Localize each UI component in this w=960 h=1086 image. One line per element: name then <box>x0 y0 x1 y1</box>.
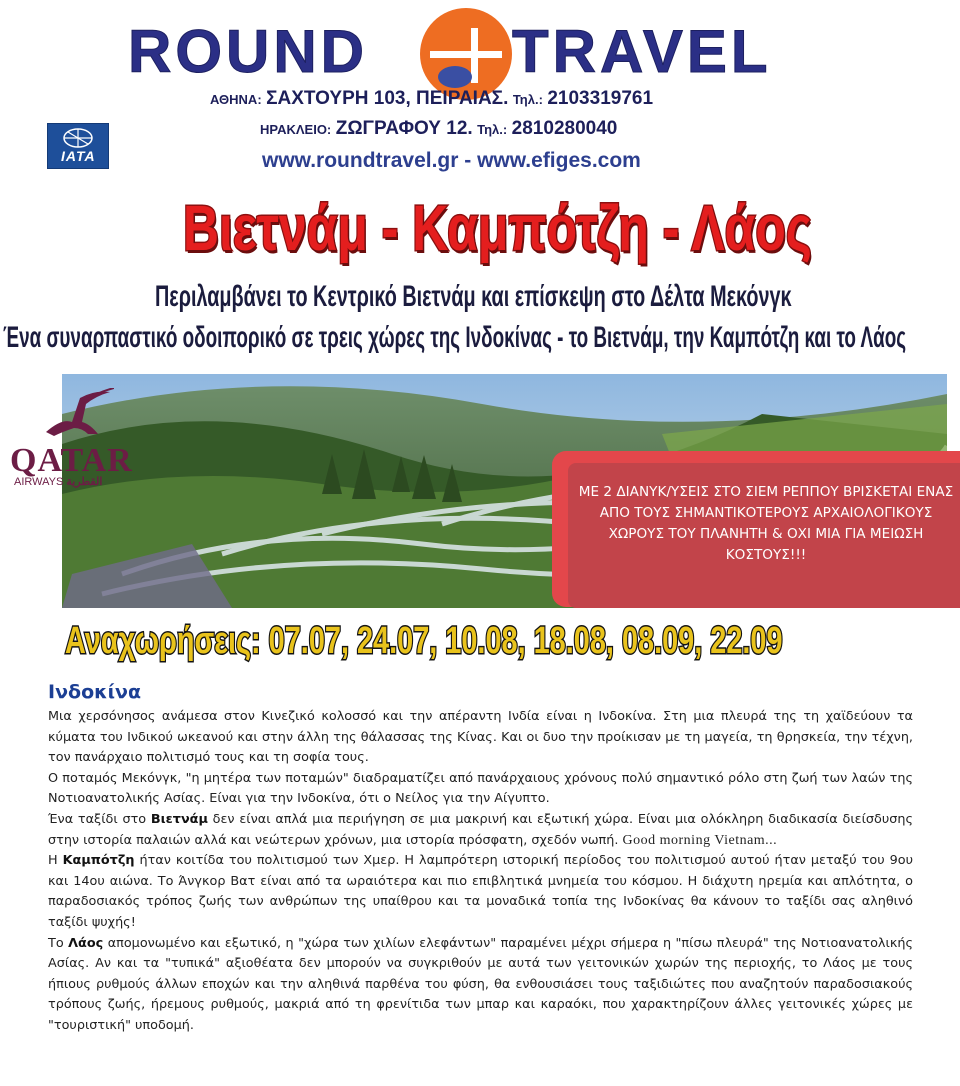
heraklion-phone: 2810280040 <box>511 118 618 139</box>
heraklion-phone-label: Τηλ.: <box>477 122 508 137</box>
iata-logo <box>47 123 109 169</box>
paragraph-indochina: Μια χερσόνησος ανάμεσα στον Κινεζικό κολοσσό και την απέραντη Ινδία είναι η Ινδοκίνα. Στη μια πλευρά της τη χαϊδεύουν τα κύματα του Ινδικού ωκεανού και στην άλλη της θάλασσας της Κίνας. Και οι δυο την προίκισαν με τη μαγεία, τη θρησκεία, την τέχνη, τον πανάρχαιο πολιτισμό τους και τη σοφία τους. <box>48 709 913 766</box>
page-title: Βιετνάμ - Καμπότζη - Λάος <box>183 192 812 264</box>
subtitle-1: Περιλαμβάνει το Κεντρικό Βιετνάμ και επίσκεψη στο Δέλτα Μεκόνγκ <box>155 280 792 313</box>
iata-globe-icon <box>62 127 94 149</box>
departures-dates: Αναχωρήσεις: 07.07, 24.07, 10.08, 18.08, 08.09, 22.09 <box>65 620 783 662</box>
paragraph-cambodia: Η Καμπότζη ήταν κοιτίδα του πολιτισμού των Χμερ. Η λαμπρότερη ιστορική περίοδος του πολιτισμού αυτού ήταν μεταξύ του 9ου και 14ου αιώνα. Το Άνγκορ Βατ είναι από τα ωραιότερα και πιο επιβλητικά μνημεία του κόσμου. Η διάχυτη ηρεμία και απλότητα, ο παραδοσιακός τρόπος ζωής των ανθρώπων της υπαίθρου και τα μοναδικά τοπία της Ινδοκίνας θα κάνουν το ταξίδι σας αληθινό ταξίδι ψυχής! <box>48 853 913 930</box>
callout-text: ΜΕ 2 ΔΙΑΝΥΚ/ΥΣΕΙΣ ΣΤΟ ΣΙΕΜ ΡΕΠΠΟΥ ΒΡΙΣΚΕΤΑΙ ΕΝΑΣ ΑΠΟ ΤΟΥΣ ΣΗΜΑΝΤΙΚΟΤΕΡΟΥΣ ΑΡΧΑΙΟΛΟΓΙΚΟΥΣ ΧΩΡΟΥΣ ΤΟΥ ΠΛΑΝΗΤΗ & ΟΧΙ ΜΙΑ ΓΙΑ ΜΕΙΩΣΗ ΚΟΣΤΟΥΣ!!! <box>578 484 954 563</box>
athens-phone: 2103319761 <box>547 88 654 109</box>
qatar-airways-logo <box>8 388 133 488</box>
logo-globe-icon <box>420 8 512 100</box>
paragraph-mekong: Ο ποταμός Μεκόνγκ, "η μητέρα των ποταμών" διαδραματίζει από πανάρχαιους χρόνους πολύ σημαντικό ρόλο στη ζωή των λαών της Νοτιοανατολικής Ασίας. Είναι για την Ινδοκίνα, ότι ο Νείλος για την Αίγυπτο. <box>48 770 913 807</box>
keyword-vietnam: Βιετνάμ <box>150 811 208 827</box>
subtitle-2: Ένα συναρπαστικό οδοιπορικό σε τρεις χώρες της Ινδοκίνας - το Βιετνάμ, την Καμπότζη και το Λάος <box>3 321 907 354</box>
contact-heraklion <box>260 119 617 138</box>
athens-label: ΑΘΗΝΑ: <box>210 92 262 107</box>
airline-sub-arabic: القطرية <box>66 476 103 488</box>
contact-athens <box>210 89 653 108</box>
airline-name: QATAR <box>10 442 133 479</box>
websites-link[interactable]: www.roundtravel.gr - www.efiges.com <box>262 149 641 172</box>
athens-address: ΣΑΧΤΟΥΡΗ 103, ΠΕΙΡΑΙΑΣ. <box>266 88 509 109</box>
athens-phone-label: Τηλ.: <box>512 92 543 107</box>
logo-word-travel: TRAVEL <box>512 18 772 85</box>
keyword-laos: Λάος <box>68 935 104 951</box>
airline-sub <box>14 477 102 488</box>
oryx-icon <box>42 388 114 438</box>
body-text <box>48 707 913 1037</box>
airline-sub-latin: AIRWAYS <box>14 476 64 488</box>
keyword-cambodia: Καμπότζη <box>62 853 135 869</box>
logo-word-round: ROUND <box>128 18 368 85</box>
heraklion-address: ΖΩΓΡΑΦΟΥ 12. <box>335 118 473 139</box>
paragraph-laos: Το Λάος απομονωμένο και εξωτικό, η "χώρα των χιλίων ελεφάντων" παραμένει μέχρι σήμερα η "πίσω πλευρά" της Νοτιοανατολικής Ασίας. Αν και τα "τυπικά" αξιοθέατα δεν μπορούν να συγκριθούν με αυτά των γειτονικών χωρών της περιοχής, το Λάος με τους ήπιους ρυθμούς άλλων εποχών και την αληθινά παρθένα του φύση, θα ενθουσιάσει τους ταξιδιώτες που αναζητούν παραδοσιακούς τρόπους ζωής, ήρεμους ρυθμούς, μακριά από τη φρενίτιδα των μπαρ και καραόκι, που χαρακτηρίζουν άλλες γειτονικές χώρες με "τουριστική" υποδομή. <box>48 935 914 1033</box>
paragraph-vietnam: Ένα ταξίδι στο Βιετνάμ δεν είναι απλά μια περιήγηση σε μια μακρινή και εξωτική χώρα. Είναι μια ολόκληρη διαδικασία διείσδυσης στην ιστορία παλαιών αλλά και νεώτερων χρόνων, μια ιστορία πρόσφατη, σχεδόν νωπή. Good morning Vietnam... <box>48 811 913 848</box>
section-heading: Ινδοκίνα <box>48 681 142 703</box>
iata-label: IATA <box>61 148 96 164</box>
heraklion-label: ΗΡΑΚΛΕΙΟ: <box>260 122 332 137</box>
good-morning-vietnam: Good morning Vietnam... <box>622 832 778 848</box>
